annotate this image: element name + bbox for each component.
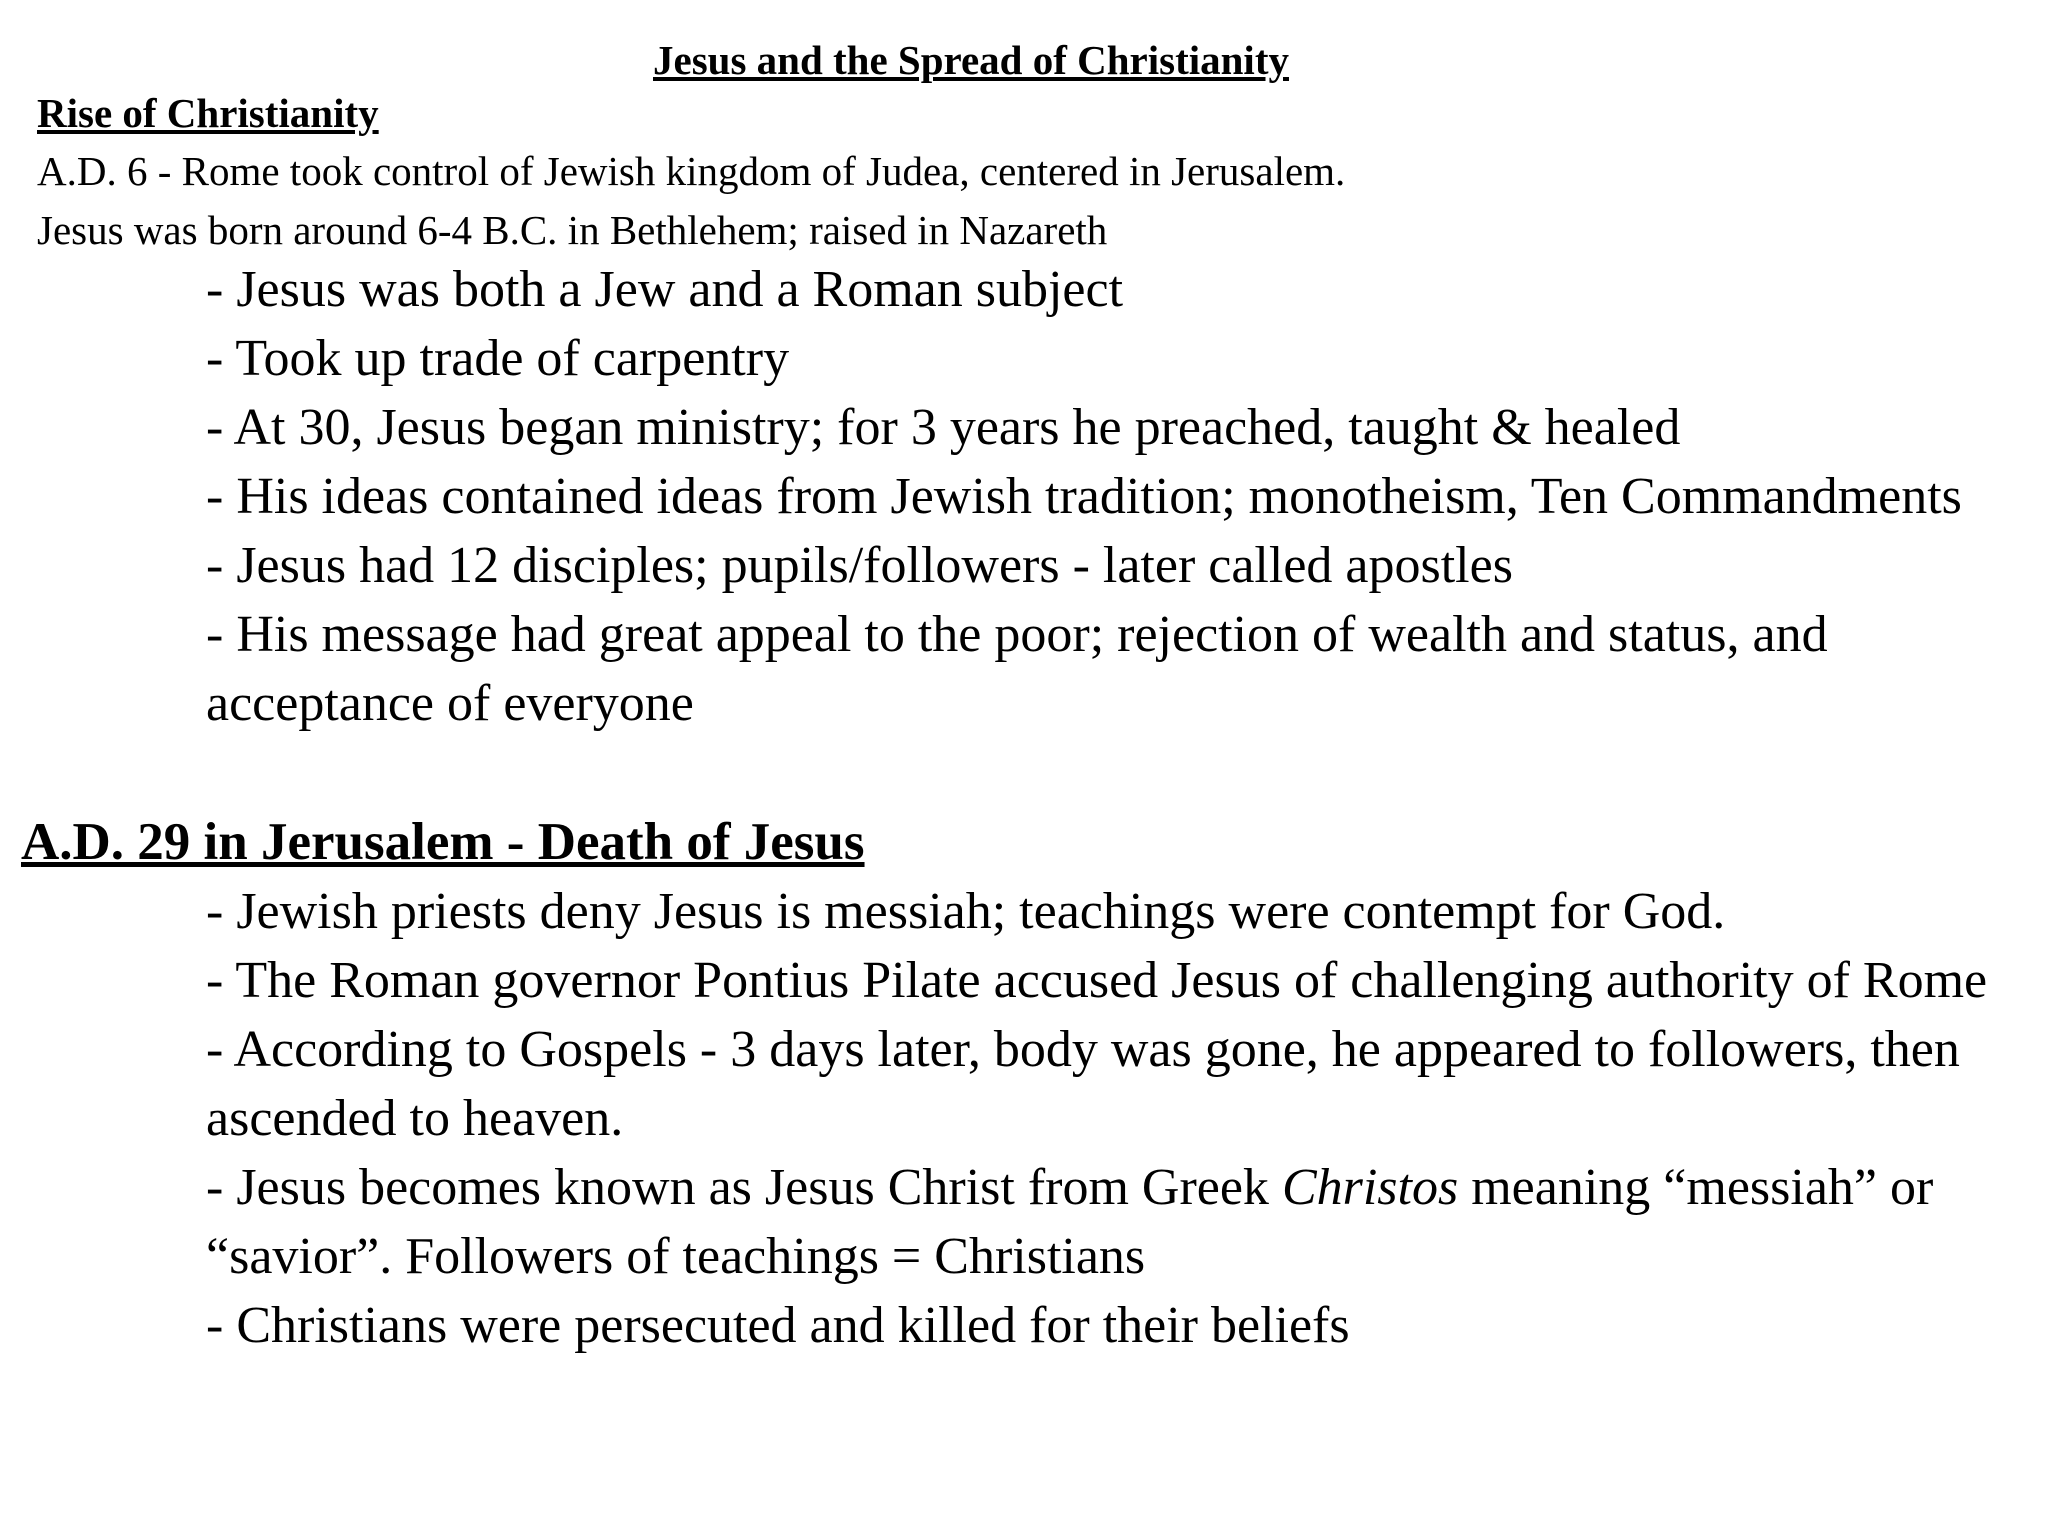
bullet-item: - Jesus had 12 disciples; pupils/followers - later called apostles [206, 537, 1513, 594]
rise-bullet-list [206, 255, 2026, 738]
christos-text-after: meaning “messiah” or “savior”. Followers of teachings = Christians [206, 1159, 1934, 1285]
intro-line: Jesus was born around 6-4 B.C. in Bethlehem; raised in Nazareth [37, 207, 1108, 253]
bullet-item: - Jewish priests deny Jesus is messiah; teachings were contempt for God. [206, 883, 1726, 940]
bullet-item: - The Roman governor Pontius Pilate accused Jesus of challenging authority of Rome [206, 952, 1988, 1009]
section-heading-rise-of-christianity: Rise of Christianity [37, 90, 379, 136]
death-bullet-list [206, 877, 2026, 1360]
bullet-item: - According to Gospels - 3 days later, body was gone, he appeared to followers, then ascended to heaven. [206, 1021, 1960, 1147]
christos-word: Christos [1281, 1159, 1459, 1216]
bullet-item: - Christians were persecuted and killed for their beliefs [206, 1297, 1350, 1354]
bullet-item: - At 30, Jesus began ministry; for 3 years he preached, taught & healed [206, 399, 1681, 456]
bullet-item: - His message had great appeal to the poor; rejection of wealth and status, and acceptance of everyone [206, 606, 1828, 732]
bullet-item: - His ideas contained ideas from Jewish tradition; monotheism, Ten Commandments [206, 468, 1962, 525]
bullet-item: - Took up trade of carpentry [206, 330, 790, 387]
intro-line: A.D. 6 - Rome took control of Jewish kingdom of Judea, centered in Jerusalem. [37, 148, 1346, 194]
section-heading-death-of-jesus: A.D. 29 in Jerusalem - Death of Jesus [21, 813, 865, 871]
bullet-item-christos [206, 1153, 2026, 1291]
document-title: Jesus and the Spread of Christianity [653, 37, 1289, 83]
bullet-item: - Jesus was both a Jew and a Roman subject [206, 261, 1124, 318]
christos-text-before: - Jesus becomes known as Jesus Christ from Greek [206, 1159, 1282, 1216]
